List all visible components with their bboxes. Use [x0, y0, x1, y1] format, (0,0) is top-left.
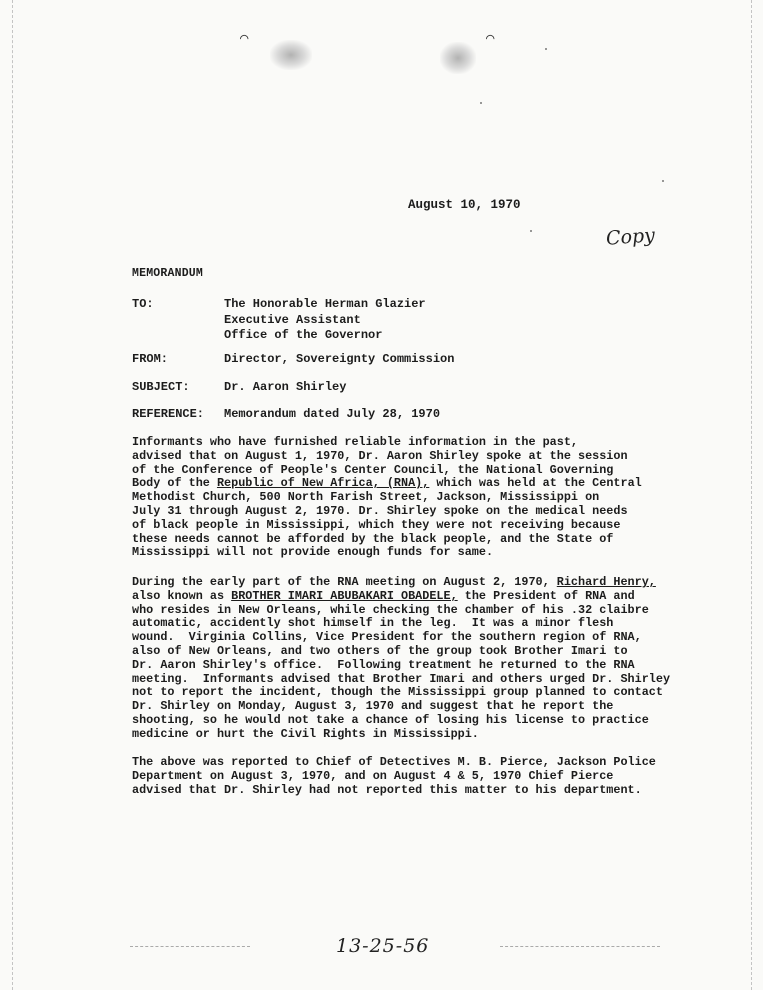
paragraph-line: advised that on August 1, 1970, Dr. Aaron Shirley spoke at the session — [132, 448, 628, 463]
paragraph-line: also known as BROTHER IMARI ABUBAKARI OBADELE, the President of RNA and — [132, 588, 635, 603]
paragraph-line: of the Conference of People's Center Council, the National Governing — [132, 462, 614, 477]
paragraph-line: who resides in New Orleans, while checking the chamber of his .32 claibre — [132, 602, 649, 617]
paragraph-line: these needs cannot be afforded by the black people, and the State of — [132, 531, 614, 546]
paragraph-line: During the early part of the RNA meeting on August 2, 1970, Richard Henry, — [132, 575, 656, 589]
underlined-phrase: BROTHER IMARI ABUBAKARI OBADELE, — [231, 588, 458, 603]
scan-mark: ⌒ — [240, 31, 249, 47]
paragraph-line: Mississippi will not provide enough funds for same. — [132, 545, 494, 560]
paragraph-rna-meeting — [132, 576, 672, 742]
paragraph-line: Body of the Republic of New Africa, (RNA), which was held at the Central — [132, 476, 642, 491]
memo-title: MEMORANDUM — [132, 267, 204, 280]
memo-date: August 10, 1970 — [408, 198, 521, 212]
paragraph-line: July 31 through August 2, 1970. Dr. Shirley spoke on the medical needs — [132, 503, 628, 518]
paragraph-line: automatic, accidently shot himself in the leg. It was a minor flesh — [132, 616, 614, 631]
paragraph-line: Methodist Church, 500 North Farish Street, Jackson, Mississippi on — [132, 490, 600, 505]
scan-smudge — [270, 40, 312, 70]
scan-dash — [130, 946, 250, 947]
paragraph-line: meeting. Informants advised that Brother Imari and others urged Dr. Shirley — [132, 671, 671, 686]
from-value: Director, Sovereignty Commission — [224, 352, 455, 366]
handwritten-copy-note: Copy — [605, 224, 656, 250]
paragraph-line: not to report the incident, though the Mississippi group planned to contact — [132, 685, 663, 700]
subject-value: Dr. Aaron Shirley — [224, 380, 347, 394]
scan-dash — [500, 946, 660, 947]
scan-speck — [480, 102, 482, 104]
paragraph-police-report — [132, 756, 672, 797]
paragraph-line: also of New Orleans, and two others of the group took Brother Imari to — [132, 643, 628, 658]
handwritten-file-number: 13-25-56 — [336, 935, 430, 957]
scan-smudge — [440, 42, 476, 74]
paragraph-line: Dr. Shirley on Monday, August 3, 1970 and suggest that he report the — [132, 699, 614, 714]
paragraph-line: wound. Virginia Collins, Vice President for the southern region of RNA, — [132, 630, 642, 645]
scan-speck — [530, 230, 532, 232]
scan-speck — [662, 180, 664, 182]
scan-edge-right — [751, 0, 752, 990]
paragraph-line: of black people in Mississippi, which they were not receiving because — [132, 517, 621, 532]
to-label: TO: — [132, 297, 154, 311]
reference-label: REFERENCE: — [132, 407, 205, 421]
paragraph-line: Dr. Aaron Shirley's office. Following treatment he returned to the RNA — [132, 657, 635, 672]
scan-edge-left — [12, 0, 13, 990]
paragraph-line: shooting, so he would not take a chance of losing his license to practice — [132, 712, 649, 727]
paragraph-line: Informants who have furnished reliable information in the past, — [132, 435, 578, 449]
reference-value: Memorandum dated July 28, 1970 — [224, 407, 441, 421]
paragraph-informants — [132, 436, 672, 560]
paragraph-line: advised that Dr. Shirley had not reported this matter to his department. — [132, 782, 642, 797]
scan-mark: ⌒ — [486, 31, 495, 47]
from-label: FROM: — [132, 352, 169, 366]
scan-speck — [545, 48, 547, 50]
underlined-phrase: Richard Henry, — [556, 575, 656, 589]
underlined-phrase: Republic of New Africa, (RNA), — [216, 476, 430, 491]
paragraph-line: medicine or hurt the Civil Rights in Mississippi. — [132, 726, 479, 741]
to-value: The Honorable Herman Glazier Executive Assistant Office of the Governor — [224, 297, 426, 342]
paragraph-line: The above was reported to Chief of Detectives M. B. Pierce, Jackson Police — [132, 755, 656, 769]
paragraph-line: Department on August 3, 1970, and on August 4 & 5, 1970 Chief Pierce — [132, 768, 614, 783]
subject-label: SUBJECT: — [132, 380, 190, 394]
